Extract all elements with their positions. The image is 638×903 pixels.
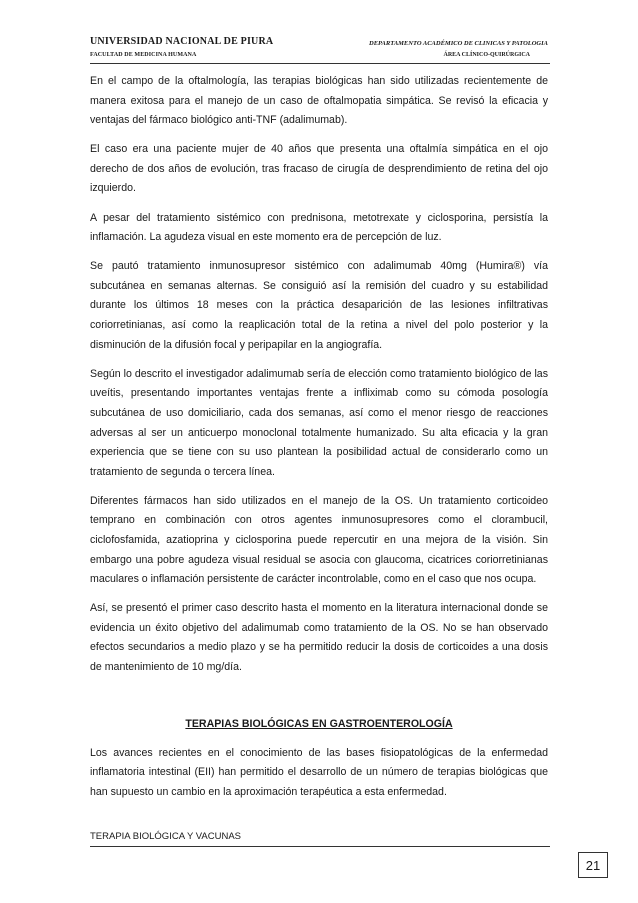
footer-text: TERAPIA BIOLÓGICA Y VACUNAS bbox=[90, 831, 241, 842]
paragraph-7: Así, se presentó el primer caso descrito hasta el momento en la literatura internacional donde se evidencia un éxito objetivo del adalimumab como tratamiento de la OS. No se han observado efectos secundarios a medio plazo y se ha permitido reducir la dosis de corticoides a una dosis de mantenimiento de 10 mg/día. bbox=[90, 602, 548, 674]
university-name: UNIVERSIDAD NACIONAL DE PIURA bbox=[90, 36, 274, 47]
paragraph-4: Se pautó tratamiento inmunosupresor sistémico con adalimumab 40mg (Humira®) vía subcutánea en semanas alternas. Se consiguió así la remisión del cuadro y su estabilidad durante los últimos 18 meses con la práctica desaparición de las lesiones infiltrativas coriorretinianas, así como la reaplicación total de la retina a nivel del polo posterior y la disminución de la difusión focal y peripapilar en la angiografía. bbox=[90, 260, 548, 351]
faculty-name: FACULTAD DE MEDICINA HUMANA bbox=[90, 52, 197, 58]
section-title: TERAPIAS BIOLÓGICAS EN GASTROENTEROLOGÍA bbox=[185, 717, 453, 730]
header-divider bbox=[90, 63, 550, 64]
paragraph-3: A pesar del tratamiento sistémico con prednisona, metotrexate y ciclosporina, persistía la inflamación. La agudeza visual en este momento era de percepción de luz. bbox=[90, 211, 548, 244]
document-body bbox=[90, 72, 548, 812]
paragraph-1: En el campo de la oftalmología, las terapias biológicas han sido utilizadas recientemente de manera exitosa para el manejo de un caso de oftalmopatia simpática. Se revisó la eficacia y ventajas del fármaco biológico anti-TNF (adalimumab). bbox=[90, 75, 548, 127]
page-number: 21 bbox=[578, 852, 608, 878]
page-header bbox=[90, 36, 548, 76]
footer-divider bbox=[90, 846, 550, 847]
department-name: DEPARTAMENTO ACADÉMICO DE CLINICAS Y PATOLOGIA bbox=[369, 40, 548, 47]
paragraph-2: El caso era una paciente mujer de 40 años que presenta una oftalmía simpática en el ojo derecho de dos años de evolución, tras fracaso de cirugía de desprendimiento de retina del ojo izquierdo. bbox=[90, 143, 548, 195]
area-name: ÁREA CLÍNICO-QUIRÚRGICA bbox=[443, 52, 530, 58]
paragraph-6: Diferentes fármacos han sido utilizados en el manejo de la OS. Un tratamiento corticoideo temprano en combinación con otros agentes inmunosupresores como el clorambucil, ciclofosfamida, azatioprina y ciclosporina puede repercutir en una mejora de la visión. Sin embargo una pobre agudeza visual residual se asocia con glaucoma, cicatrices coriorretinianas maculares o inflamación persistente de carácter incontrolable, como en el caso que nos ocupa. bbox=[90, 494, 548, 586]
section-paragraph: Los avances recientes en el conocimiento de las bases fisiopatológicas de la enfermedad inflamatoria intestinal (EII) han permitido el desarrollo de un número de terapias biológicas que han supuesto un cambio en la aproximación terapéutica a esta enfermedad. bbox=[90, 746, 548, 798]
paragraph-5: Según lo descrito el investigador adalimumab sería de elección como tratamiento biológico de las uveítis, presentando importantes ventajas frente a infliximab como su cómoda posología subcutánea de uso domiciliario, cada dos semanas, así como el menor riesgo de reacciones adversas al ser un anticuerpo monoclonal totalmente humanizado. Su alta eficacia y la gran experiencia que se tiene con su uso plantean la posibilidad actual de considerarlo como un tratamiento de segunda o tercera línea. bbox=[90, 367, 548, 478]
